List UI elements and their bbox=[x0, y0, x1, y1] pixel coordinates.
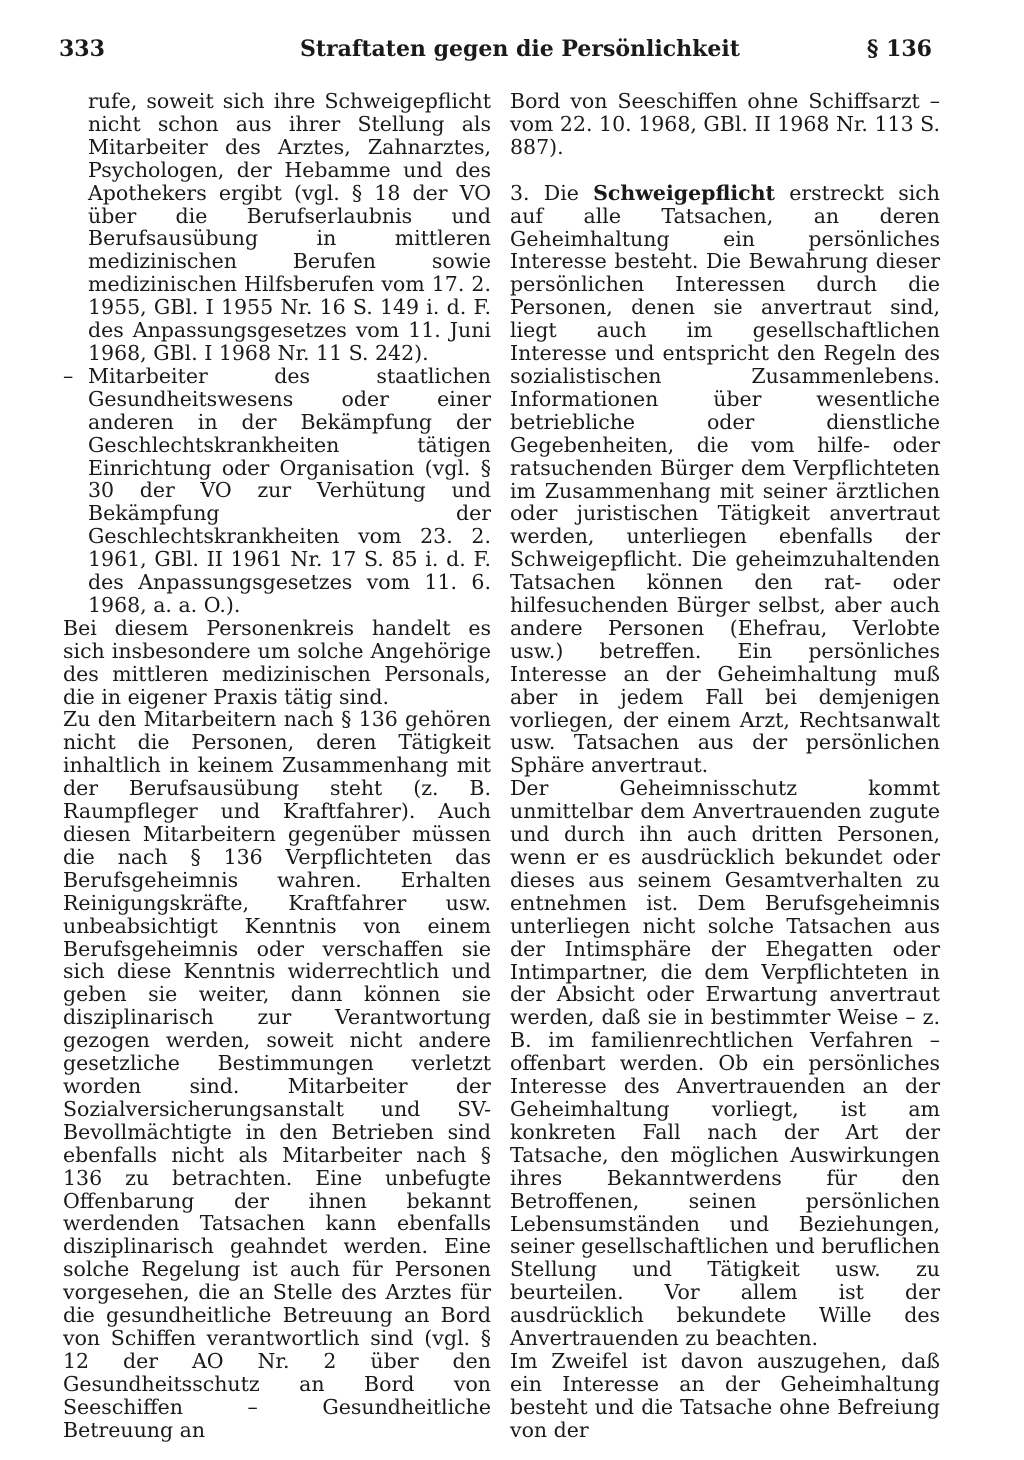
list-item-continued bbox=[63, 90, 491, 365]
section-number: § 136 bbox=[866, 36, 932, 62]
numbered-paragraph bbox=[510, 182, 940, 778]
paragraph: Der Geheimnisschutz kommt unmittelbar dem Anvertrauenden zugute und durch ihn auch dritten Personen, wenn er es ausdrücklich bekundet oder dieses aus seinem Gesamtverhalten zu entnehmen ist. Dem Berufsgeheimnis unterliegen nicht solche Tatsachen aus der Intimsphäre der Ehegatten oder Intimpartner, die dem Verpflichteten in der Absicht oder Erwartung anvertraut werden, daß sie in bestimmter Weise – z. B. im familienrechtlichen Verfahren – offenbart werden. Ob ein persönliches Interesse des Anvertrauenden an der Geheimhaltung vorliegt, ist am konkreten Fall nach der Art der Tatsache, den möglichen Auswirkungen ihres Bekanntwerdens für den Betroffenen, seinen persönlichen Lebensumständen und Beziehungen, seiner gesellschaftlichen und beruflichen Stellung und Tätigkeit usw. zu beurteilen. Vor allem ist der ausdrücklich bekundete Wille des Anvertrauenden zu beachten. bbox=[510, 776, 940, 1351]
page-number: 333 bbox=[59, 36, 105, 62]
dash-bullet: – bbox=[63, 363, 74, 388]
paragraph-text: erstreckt sich auf alle Tatsachen, an deren Geheimhaltung ein persönliches Interesse besteht. Die Bewahrung dieser persönlichen Interessen durch die Personen, denen sie anvertraut sind, liegt auch im gesellschaftlichen Interesse und entspricht den Regeln des sozialistischen Zusammenlebens. Informationen über wesentliche betriebliche oder dienstliche Gegebenheiten, die vom hilfe- oder ratsuchenden Bürger dem Verpflichteten im Zusammenhang mit seiner ärztlichen oder juristischen Tätigkeit anvertraut werden, unterliegen ebenfalls der Schweigepflicht. Die geheimzuhaltenden Tatsachen können den rat- oder hilfesuchenden Bürger selbst, aber auch andere Personen (Ehefrau, Verlobte usw.) betreffen. Ein persönliches Interesse an der Geheimhaltung muß aber in jedem Fall bei demjenigen vorliegen, der einem Arzt, Rechtsanwalt usw. Tatsachen aus der persönlichen Sphäre anvertraut. bbox=[510, 180, 940, 778]
list-item-text: Mitarbeiter des staatlichen Gesundheitswesens oder einer anderen in der Bekämpfung der Geschlechtskrankheiten tätigen Einrichtung oder Organisation (vgl. § 30 der VO zur Verhütung und Bekämpfung der Geschlechtskrankheiten vom 23. 2. 1961, GBl. II 1961 Nr. 17 S. 85 i. d. F. des Anpassungsgesetzes vom 11. 6. 1968, a. a. O.). bbox=[88, 363, 491, 617]
paragraph-text: Die bbox=[543, 180, 579, 205]
running-title: Straftaten gegen die Persönlichkeit bbox=[300, 36, 740, 62]
paragraph: Bei diesem Personenkreis handelt es sich insbesondere um solche Angehörige des mittleren medizinischen Personals, die in eigener Praxis tätig sind. bbox=[63, 615, 491, 709]
bold-term: Schweigepflicht bbox=[593, 180, 776, 205]
paragraph: Zu den Mitarbeitern nach § 136 gehören nicht die Personen, deren Tätigkeit inhaltlich in keinem Zusammenhang mit der Berufsausübung steht (z. B. Raumpfleger und Kraftfahrer). Auch diesen Mitarbeitern gegenüber müssen die nach § 136 Verpflichteten das Berufsgeheimnis wahren. Erhalten Reinigungskräfte, Kraftfahrer usw. unbeabsichtigt Kenntnis von einem Berufsgeheimnis oder verschaffen sie sich diese Kenntnis widerrechtlich und geben sie weiter, dann können sie disziplinarisch zur Verantwortung gezogen werden, soweit nicht andere gesetzliche Bestimmungen verletzt worden sind. Mitarbeiter der Sozialversicherungsanstalt und SV-Bevollmächtigte in den Betrieben sind ebenfalls nicht als Mitarbeiter nach § 136 zu betrachten. Eine unbefugte Offenbarung der ihnen bekannt werdenden Tatsachen kann ebenfalls disziplinarisch geahndet werden. Eine solche Regelung ist auch für Personen vorgesehen, die an Stelle des Arztes für die gesundheitliche Betreuung an Bord von Schiffen verantwortlich sind (vgl. § 12 der AO Nr. 2 über den Gesundheitsschutz an Bord von Seeschiffen – Gesundheitliche Betreuung an bbox=[63, 707, 491, 1442]
paragraph-number: 3. bbox=[510, 180, 530, 205]
right-column bbox=[510, 90, 940, 1442]
list-item-text: rufe, soweit sich ihre Schweigepflicht nicht schon aus ihrer Stellung als Mitarbeiter des Arztes, Zahnarztes, Psychologen, der Hebamme und des Apothekers ergibt (vgl. § 18 der VO über die Berufserlaubnis und Berufsausübung in mittleren medizinischen Berufen sowie medizinischen Hilfsberufen vom 17. 2. 1955, GBl. I 1955 Nr. 16 S. 149 i. d. F. des Anpassungsgesetzes vom 11. Juni 1968, GBl. I 1968 Nr. 11 S. 242). bbox=[88, 89, 491, 365]
paragraph: Im Zweifel ist davon auszugehen, daß ein Interesse an der Geheimhaltung besteht und die Tatsache ohne Befreiung von der bbox=[510, 1348, 940, 1442]
paragraph-continued: Bord von Seeschiffen ohne Schiffsarzt – vom 22. 10. 1968, GBl. II 1968 Nr. 113 S. 887). bbox=[510, 89, 940, 159]
list-item bbox=[63, 365, 491, 617]
left-column bbox=[63, 90, 491, 1441]
